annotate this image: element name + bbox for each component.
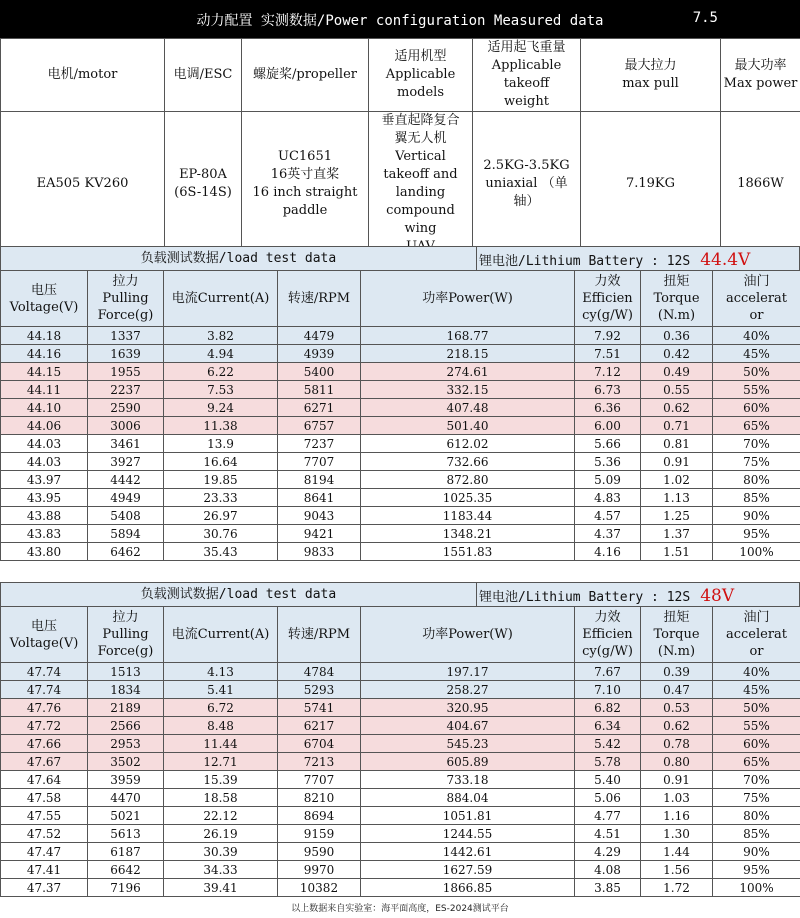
table-cell: 1627.59 [361, 861, 575, 879]
battery-voltage: 44.4V [700, 250, 751, 270]
table-cell: 5613 [88, 825, 164, 843]
table-cell: 70% [713, 771, 800, 789]
spec-value-max-pull: 7.19KG [581, 112, 721, 257]
table-row [1, 471, 800, 489]
table-cell: 732.66 [361, 453, 575, 471]
table-cell: 47.76 [1, 699, 88, 717]
table-cell: 15.39 [164, 771, 278, 789]
table-cell: 1442.61 [361, 843, 575, 861]
table-cell: 44.03 [1, 435, 88, 453]
table-cell: 100% [713, 879, 800, 897]
table-cell: 47.52 [1, 825, 88, 843]
table-cell: 9421 [278, 525, 361, 543]
table-cell: 1.56 [641, 861, 713, 879]
table-cell: 407.48 [361, 399, 575, 417]
table-row [1, 789, 800, 807]
table-cell: 2189 [88, 699, 164, 717]
table-cell: 5.66 [575, 435, 641, 453]
table-cell: 1337 [88, 327, 164, 345]
table-cell: 2953 [88, 735, 164, 753]
column-header: 电压 Voltage(V) [1, 271, 88, 327]
table-row [1, 525, 800, 543]
table-cell: 1.30 [641, 825, 713, 843]
column-header: 油门 accelerat or [713, 271, 800, 327]
table-cell: 7.12 [575, 363, 641, 381]
table-cell: 7.10 [575, 681, 641, 699]
table-cell: 6642 [88, 861, 164, 879]
table-cell: 1639 [88, 345, 164, 363]
table-row [1, 681, 800, 699]
table-cell: 2566 [88, 717, 164, 735]
spec-header-max-power: 最大功率 Max power [721, 39, 800, 112]
table-cell: 47.74 [1, 681, 88, 699]
table-cell: 6.00 [575, 417, 641, 435]
table-cell: 8.48 [164, 717, 278, 735]
table-cell: 4.57 [575, 507, 641, 525]
table-cell: 4949 [88, 489, 164, 507]
table-cell: 6187 [88, 843, 164, 861]
table-cell: 4470 [88, 789, 164, 807]
column-header: 力效 Efficien cy(g/W) [575, 607, 641, 663]
table-cell: 274.61 [361, 363, 575, 381]
table-cell: 1244.55 [361, 825, 575, 843]
table-cell: 43.80 [1, 543, 88, 561]
table-cell: 197.17 [361, 663, 575, 681]
table-cell: 5.36 [575, 453, 641, 471]
table-cell: 7237 [278, 435, 361, 453]
spec-table [0, 38, 800, 257]
table-cell: 6.73 [575, 381, 641, 399]
table-cell: 47.74 [1, 663, 88, 681]
table-cell: 43.97 [1, 471, 88, 489]
load-test-table [0, 606, 800, 897]
table-cell: 45% [713, 345, 800, 363]
table-cell: 1051.81 [361, 807, 575, 825]
table-row [1, 507, 800, 525]
table-cell: 47.41 [1, 861, 88, 879]
column-header: 功率Power(W) [361, 607, 575, 663]
table-cell: 7196 [88, 879, 164, 897]
battery-label: 锂电池/Lithium Battery : 12S [479, 590, 691, 605]
table-cell: 0.91 [641, 453, 713, 471]
table-cell: 3927 [88, 453, 164, 471]
version-number: 7.5 [692, 10, 718, 26]
table-cell: 1.51 [641, 543, 713, 561]
table-cell: 1.44 [641, 843, 713, 861]
table-cell: 44.06 [1, 417, 88, 435]
table-cell: 1955 [88, 363, 164, 381]
table-cell: 1834 [88, 681, 164, 699]
spec-header-max-pull: 最大拉力 max pull [581, 39, 721, 112]
table-cell: 7707 [278, 453, 361, 471]
table-cell: 44.10 [1, 399, 88, 417]
table-cell: 43.88 [1, 507, 88, 525]
table-row [1, 489, 800, 507]
table-cell: 5.42 [575, 735, 641, 753]
table-cell: 6462 [88, 543, 164, 561]
table-cell: 3.82 [164, 327, 278, 345]
title-bar [0, 0, 800, 38]
table-cell: 18.58 [164, 789, 278, 807]
table-cell: 90% [713, 507, 800, 525]
table-row [1, 453, 800, 471]
table-cell: 6217 [278, 717, 361, 735]
column-header: 电流Current(A) [164, 607, 278, 663]
table-cell: 47.58 [1, 789, 88, 807]
table-cell: 1183.44 [361, 507, 575, 525]
table-row [1, 363, 800, 381]
table-cell: 39.41 [164, 879, 278, 897]
table-cell: 1551.83 [361, 543, 575, 561]
table-cell: 5400 [278, 363, 361, 381]
table-cell: 11.38 [164, 417, 278, 435]
table-cell: 6757 [278, 417, 361, 435]
column-header-row [1, 271, 800, 327]
table-cell: 70% [713, 435, 800, 453]
column-header: 功率Power(W) [361, 271, 575, 327]
table-cell: 65% [713, 417, 800, 435]
table-row [1, 543, 800, 561]
table-cell: 4.16 [575, 543, 641, 561]
table-cell: 85% [713, 489, 800, 507]
load-test-label: 负载测试数据/load test data [1, 583, 477, 607]
table-cell: 6.82 [575, 699, 641, 717]
battery-info [479, 583, 734, 607]
table-cell: 43.95 [1, 489, 88, 507]
column-header-row [1, 607, 800, 663]
table-cell: 75% [713, 453, 800, 471]
footer-note: 以上数据来自实验室：海平面高度，ES-2024测试平台 [291, 904, 509, 914]
table-cell: 5.06 [575, 789, 641, 807]
table-cell: 545.23 [361, 735, 575, 753]
table-cell: 4.13 [164, 663, 278, 681]
table-cell: 0.71 [641, 417, 713, 435]
table-cell: 4442 [88, 471, 164, 489]
table-cell: 3461 [88, 435, 164, 453]
table-cell: 0.55 [641, 381, 713, 399]
table-cell: 0.49 [641, 363, 713, 381]
table-row [1, 345, 800, 363]
table-cell: 0.36 [641, 327, 713, 345]
column-header: 电流Current(A) [164, 271, 278, 327]
table-cell: 5.78 [575, 753, 641, 771]
table-cell: 4.37 [575, 525, 641, 543]
table-cell: 5.40 [575, 771, 641, 789]
battery-label: 锂电池/Lithium Battery : 12S [479, 254, 691, 269]
table-cell: 44.15 [1, 363, 88, 381]
table-cell: 47.72 [1, 717, 88, 735]
table-cell: 7707 [278, 771, 361, 789]
column-header: 转速/RPM [278, 607, 361, 663]
table-cell: 6.36 [575, 399, 641, 417]
table-cell: 0.53 [641, 699, 713, 717]
load-test-banner [0, 582, 800, 608]
table-row [1, 861, 800, 879]
table-cell: 9833 [278, 543, 361, 561]
table-row [1, 717, 800, 735]
table-cell: 26.19 [164, 825, 278, 843]
table-cell: 30.39 [164, 843, 278, 861]
table-cell: 2590 [88, 399, 164, 417]
table-row [1, 735, 800, 753]
table-cell: 9970 [278, 861, 361, 879]
table-cell: 16.64 [164, 453, 278, 471]
table-cell: 47.66 [1, 735, 88, 753]
table-row [1, 879, 800, 897]
spec-header-propeller: 螺旋桨/propeller [242, 39, 369, 112]
table-cell: 12.71 [164, 753, 278, 771]
table-cell: 10382 [278, 879, 361, 897]
table-cell: 1.02 [641, 471, 713, 489]
table-cell: 50% [713, 363, 800, 381]
table-cell: 6.22 [164, 363, 278, 381]
table-cell: 7.53 [164, 381, 278, 399]
table-cell: 1.03 [641, 789, 713, 807]
table-cell: 1.25 [641, 507, 713, 525]
table-cell: 75% [713, 789, 800, 807]
table-row [1, 699, 800, 717]
column-header: 电压 Voltage(V) [1, 607, 88, 663]
table-cell: 884.04 [361, 789, 575, 807]
table-cell: 0.62 [641, 717, 713, 735]
table-cell: 4.77 [575, 807, 641, 825]
table-cell: 0.81 [641, 435, 713, 453]
table-row [1, 843, 800, 861]
table-cell: 4.29 [575, 843, 641, 861]
spec-value-row [1, 112, 800, 257]
table-cell: 0.39 [641, 663, 713, 681]
table-cell: 4.83 [575, 489, 641, 507]
table-cell: 4.51 [575, 825, 641, 843]
table-cell: 2237 [88, 381, 164, 399]
table-cell: 5293 [278, 681, 361, 699]
spec-value-models: 垂直起降复合 翼无人机 Vertical takeoff and landing compound wing [369, 112, 473, 257]
spec-header-esc: 电调/ESC [165, 39, 242, 112]
table-row [1, 399, 800, 417]
table-cell: 612.02 [361, 435, 575, 453]
table-cell: 55% [713, 717, 800, 735]
spec-header-models: 适用机型 Applicable models [369, 39, 473, 112]
spec-value-esc: EP-80A (6S-14S) [165, 112, 242, 257]
table-row [1, 381, 800, 399]
table-cell: 0.91 [641, 771, 713, 789]
table-cell: 0.78 [641, 735, 713, 753]
table-cell: 8694 [278, 807, 361, 825]
column-header: 力效 Efficien cy(g/W) [575, 271, 641, 327]
table-cell: 168.77 [361, 327, 575, 345]
table-row [1, 807, 800, 825]
table-cell: 13.9 [164, 435, 278, 453]
table-cell: 1866.85 [361, 879, 575, 897]
table-cell: 90% [713, 843, 800, 861]
table-cell: 4479 [278, 327, 361, 345]
table-cell: 47.37 [1, 879, 88, 897]
table-cell: 60% [713, 735, 800, 753]
table-cell: 1.16 [641, 807, 713, 825]
table-cell: 5021 [88, 807, 164, 825]
spec-header-row [1, 39, 800, 112]
table-cell: 7.67 [575, 663, 641, 681]
table-cell: 47.67 [1, 753, 88, 771]
spec-value-motor: EA505 KV260 [1, 112, 165, 257]
column-header: 转速/RPM [278, 271, 361, 327]
table-cell: 404.67 [361, 717, 575, 735]
table-cell: 40% [713, 663, 800, 681]
table-cell: 332.15 [361, 381, 575, 399]
table-cell: 95% [713, 861, 800, 879]
table-cell: 35.43 [164, 543, 278, 561]
table-cell: 7.92 [575, 327, 641, 345]
table-cell: 50% [713, 699, 800, 717]
table-cell: 40% [713, 327, 800, 345]
table-cell: 8641 [278, 489, 361, 507]
table-cell: 23.33 [164, 489, 278, 507]
table-cell: 0.80 [641, 753, 713, 771]
table-cell: 80% [713, 471, 800, 489]
table-cell: 8210 [278, 789, 361, 807]
table-cell: 44.03 [1, 453, 88, 471]
spec-header-takeoff-weight: 适用起飞重量 Applicable takeoff weight [473, 39, 581, 112]
table-cell: 3006 [88, 417, 164, 435]
table-cell: 47.55 [1, 807, 88, 825]
table-cell: 11.44 [164, 735, 278, 753]
table-cell: 60% [713, 399, 800, 417]
table-row [1, 417, 800, 435]
table-row [1, 771, 800, 789]
table-cell: 26.97 [164, 507, 278, 525]
table-cell: 80% [713, 807, 800, 825]
table-cell: 320.95 [361, 699, 575, 717]
table-cell: 1.72 [641, 879, 713, 897]
table-cell: 22.12 [164, 807, 278, 825]
table-cell: 872.80 [361, 471, 575, 489]
table-cell: 9590 [278, 843, 361, 861]
table-cell: 0.47 [641, 681, 713, 699]
column-header: 拉力 Pulling Force(g) [88, 271, 164, 327]
table-cell: 65% [713, 753, 800, 771]
spec-value-max-power: 1866W [721, 112, 800, 257]
load-test-label: 负载测试数据/load test data [1, 247, 477, 271]
table-cell: 4.94 [164, 345, 278, 363]
table-cell: 95% [713, 525, 800, 543]
column-header: 扭矩 Torque (N.m) [641, 271, 713, 327]
table-cell: 100% [713, 543, 800, 561]
table-cell: 5408 [88, 507, 164, 525]
table-cell: 6704 [278, 735, 361, 753]
table-cell: 8194 [278, 471, 361, 489]
table-cell: 6.72 [164, 699, 278, 717]
spec-value-propeller: UC1651 16英寸直桨 16 inch straight paddle [242, 112, 369, 257]
table-cell: 218.15 [361, 345, 575, 363]
table-cell: 1.37 [641, 525, 713, 543]
table-cell: 501.40 [361, 417, 575, 435]
table-cell: 258.27 [361, 681, 575, 699]
table-cell: 85% [713, 825, 800, 843]
battery-info [479, 247, 750, 271]
table-cell: 9043 [278, 507, 361, 525]
table-cell: 9159 [278, 825, 361, 843]
table-cell: 19.85 [164, 471, 278, 489]
load-test-table [0, 270, 800, 561]
table-cell: 34.33 [164, 861, 278, 879]
table-cell: 1348.21 [361, 525, 575, 543]
table-cell: 733.18 [361, 771, 575, 789]
table-row [1, 435, 800, 453]
column-header: 扭矩 Torque (N.m) [641, 607, 713, 663]
table-row [1, 663, 800, 681]
table-cell: 44.11 [1, 381, 88, 399]
page-title: 动力配置 实测数据/Power configuration Measured data [196, 13, 604, 29]
battery-voltage: 48V [700, 586, 735, 606]
table-cell: 47.64 [1, 771, 88, 789]
table-cell: 4939 [278, 345, 361, 363]
table-cell: 3502 [88, 753, 164, 771]
spec-header-motor: 电机/motor [1, 39, 165, 112]
table-cell: 30.76 [164, 525, 278, 543]
table-cell: 0.42 [641, 345, 713, 363]
table-cell: 7.51 [575, 345, 641, 363]
table-cell: 4784 [278, 663, 361, 681]
table-cell: 0.62 [641, 399, 713, 417]
table-cell: 44.18 [1, 327, 88, 345]
table-row [1, 753, 800, 771]
column-header: 油门 accelerat or [713, 607, 800, 663]
table-cell: 6271 [278, 399, 361, 417]
table-cell: 3.85 [575, 879, 641, 897]
table-cell: 1025.35 [361, 489, 575, 507]
table-row [1, 327, 800, 345]
table-cell: 47.47 [1, 843, 88, 861]
table-cell: 1513 [88, 663, 164, 681]
table-cell: 5894 [88, 525, 164, 543]
table-cell: 3959 [88, 771, 164, 789]
table-cell: 5741 [278, 699, 361, 717]
table-cell: 44.16 [1, 345, 88, 363]
table-cell: 4.08 [575, 861, 641, 879]
table-cell: 6.34 [575, 717, 641, 735]
spec-value-takeoff-weight: 2.5KG-3.5KG uniaxial （单 轴） [473, 112, 581, 257]
table-cell: 43.83 [1, 525, 88, 543]
table-cell: 605.89 [361, 753, 575, 771]
table-cell: 45% [713, 681, 800, 699]
table-cell: 5.09 [575, 471, 641, 489]
table-row [1, 825, 800, 843]
column-header: 拉力 Pulling Force(g) [88, 607, 164, 663]
table-cell: 5811 [278, 381, 361, 399]
table-cell: 1.13 [641, 489, 713, 507]
table-cell: 7213 [278, 753, 361, 771]
table-cell: 5.41 [164, 681, 278, 699]
load-test-banner [0, 246, 800, 272]
table-cell: 55% [713, 381, 800, 399]
table-cell: 9.24 [164, 399, 278, 417]
